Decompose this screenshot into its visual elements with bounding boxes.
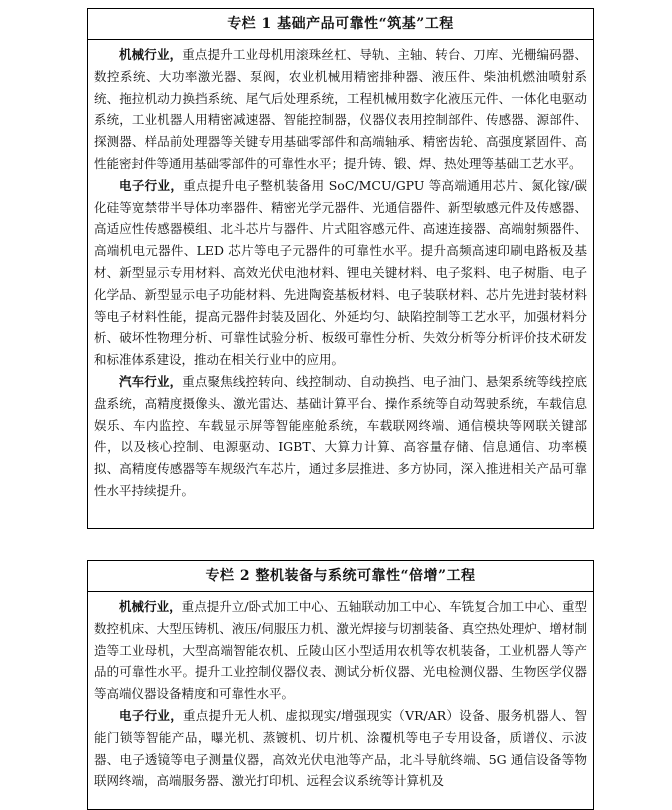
column-1-paragraph-electronics [94, 175, 587, 371]
paragraph-lead: 电子行业， [119, 707, 183, 723]
column-box-1 [87, 8, 594, 529]
column-box-2 [87, 560, 594, 810]
column-2-paragraph-machinery [94, 596, 587, 705]
paragraph-text: 重点提升电子整机装备用 SoC/MCU/GPU 等高端通用芯片、氮化镓/碳化硅等宽禁带半导体功率器件、精密光学元器件、光通信器件、新型敏感元件及传感器、高适应性传感器模组、北斗芯片与器件、片式阻容感元件、高速连接器、高端射频器件、高端机电元器件、LED 芯片等电子元器件的可靠性水平。提升高频高速印刷电路板及基材、新型显示专用材料、高效光伏电池材料、锂电关键材料、电子浆料、电子树脂、电子化学品、新型显示电子功能材料、先进陶瓷基板材料、电子装联材料、芯片先进封装材料等电子材料性能，提高元器件封装及固化、外延均匀、缺陷控制等工艺水平，加强材料分析、破坏性物理分析、可靠性试验分析、板级可靠性分析、失效分析等分析评价技术研发和标准体系建设，推动在相关行业中的应用。 [94, 177, 587, 368]
paragraph-text: 重点提升工业母机用滚珠丝杠、导轨、主轴、转台、刀库、光栅编码器、数控系统、大功率激光器、泵阀，农业机械用精密排种器、液压件、柴油机燃油喷射系统、拖拉机动力换挡系统、尾气后处理系统，工程机械用数字化液压元件、一体化电驱动系统，工业机器人用精密减速器、智能控制器，仪器仪表用控制部件、传感器、源部件、探测器、样品前处理器等关键专用基础零部件和高端轴承、精密齿轮、高强度紧固件、高性能密封件等通用基础零部件的可靠性水平；提升铸、锻、焊、热处理等基础工艺水平。 [94, 47, 587, 171]
column-1-content [88, 40, 593, 502]
column-1-paragraph-automotive [94, 371, 587, 502]
paragraph-text: 重点提升无人机、虚拟现实/增强现实（VR/AR）设备、服务机器人、智能门锁等智能产品，曝光机、蒸镀机、切片机、涂覆机等电子专用设备，质谱仪、示波器、电子透镜等电子测量仪器，高效光伏电池等产品，北斗导航终端、5G 通信设备等物联网终端，高端服务器、激光打印机、远程会议系统等计算机及 [94, 707, 587, 789]
column-1-title: 专栏 1 基础产品可靠性“筑基”工程 [88, 9, 593, 40]
paragraph-lead: 机械行业， [119, 47, 183, 62]
column-2-title: 专栏 2 整机装备与系统可靠性“倍增”工程 [88, 561, 593, 592]
paragraph-lead: 电子行业， [119, 177, 184, 193]
paragraph-text: 重点提升立/卧式加工中心、五轴联动加工中心、车铣复合加工中心、重型数控机床、大型压铸机、液压/伺服压力机、激光焊接与切割装备、真空热处理炉、增材制造等工业母机，大型高端智能农机、丘陵山区小型适用农机等农机装备，工业机器人等产品的可靠性水平。提升工业控制仪器仪表、测试分析仪器、光电检测仪器、生物医学仪器等高端仪器设备精度和可靠性水平。 [94, 599, 587, 702]
paragraph-lead: 汽车行业， [119, 373, 183, 389]
paragraph-text: 重点聚焦线控转向、线控制动、自动换挡、电子油门、悬架系统等线控底盘系统，高精度摄像头、激光雷达、基础计算平台、操作系统等自动驾驶系统，车载信息娱乐、车内监控、车载显示屏等智能座舱系统，车载联网终端、通信模块等网联关键部件，以及核心控制、电源驱动、IGBT、大算力计算、高容量存储、信息通信、功率模拟、高精度传感器等车规级汽车芯片，通过多层推进、多方协同，深入推进相关产品可靠性水平持续提升。 [94, 373, 587, 498]
column-2-paragraph-electronics [94, 705, 587, 792]
column-1-paragraph-machinery [94, 44, 587, 175]
paragraph-lead: 机械行业， [119, 599, 182, 614]
column-2-content [88, 592, 593, 792]
